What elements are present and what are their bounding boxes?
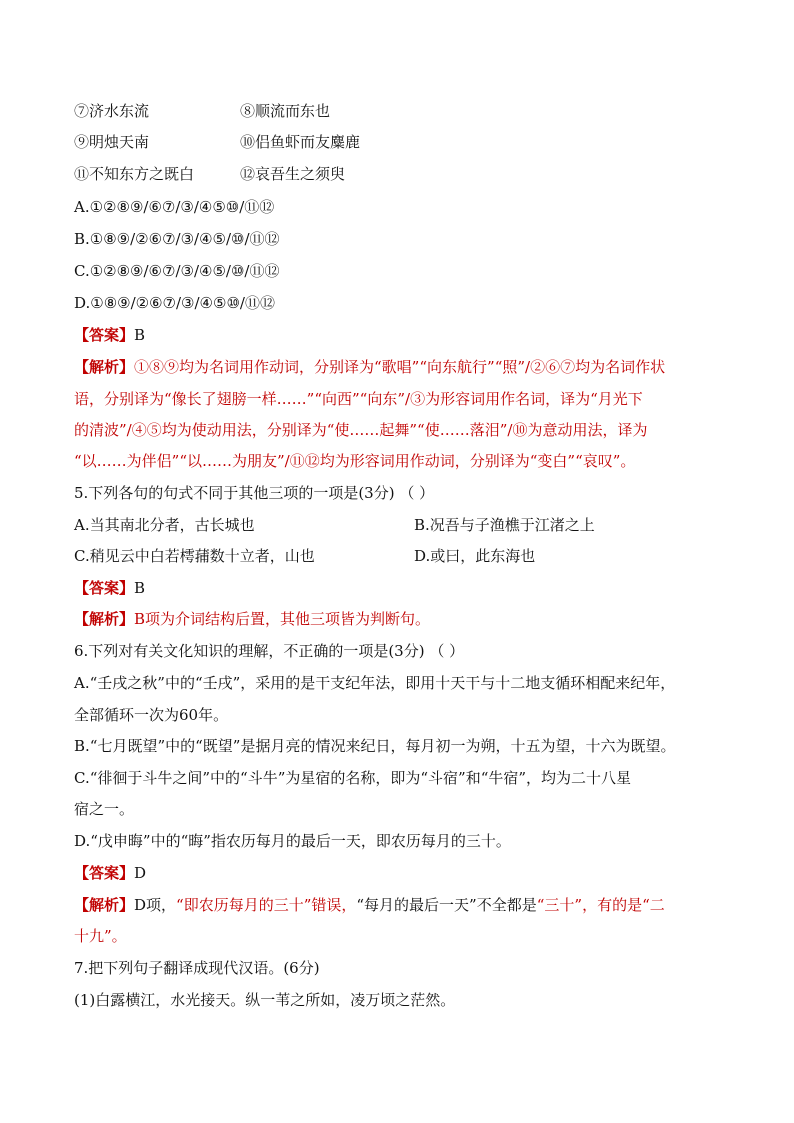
q4-answer: [74, 325, 145, 345]
q5-option-c: C.稍见云中白若樗蒱数十立者，山也: [74, 547, 315, 565]
item-9: ⑨明烛天南: [74, 133, 150, 151]
q4-option-d: D.①⑧⑨/②⑥⑦/③/④⑤⑩/⑪⑫: [74, 294, 275, 312]
q6-option-a-line-2: 全部循环一次为60年。: [74, 706, 229, 724]
q6-answer: [74, 863, 146, 883]
q6-option-c-line-2: 宿之一。: [74, 800, 135, 818]
q4-option-c: C.①②⑧⑨/⑥⑦/③/④⑤/⑩/⑪⑫: [74, 262, 280, 280]
q5-explanation: 【解析】B项为介词结构后置，其他三项皆为判断句。: [74, 610, 431, 628]
q6-explanation-line-1: 【解析】D项，“即农历每月的三十”错误，“每月的最后一天”不全都是“三十”，有的是“二: [74, 896, 665, 914]
answer-label: 【答案】: [74, 326, 135, 344]
q4-option-b: B.①⑧⑨/②⑥⑦/③/④⑤/⑩/⑪⑫: [74, 230, 280, 248]
q5-stem: 5.下列各句的句式不同于其他三项的一项是(3分) （ ）: [74, 484, 435, 502]
item-8: ⑧顺流而东也: [240, 102, 331, 120]
q4-explanation-line-4: “以……为伴侣”“以……为朋友”/⑪⑫均为形容词用作动词，分别译为“变白”“哀叹”。: [74, 452, 636, 470]
answer-value: B: [134, 326, 146, 344]
explanation-label: 【解析】: [74, 610, 135, 628]
answer-label: 【答案】: [74, 579, 135, 597]
answer-value: B: [134, 579, 146, 597]
q5-answer: [74, 578, 145, 598]
q6-option-a-line-1: A.“壬戌之秋”中的“壬戌”，采用的是干支纪年法，即用十天干与十二地支循环相配来纪年，: [74, 674, 676, 692]
answer-value: D: [134, 864, 147, 882]
item-10: ⑩侣鱼虾而友麋鹿: [240, 133, 361, 151]
q4-explanation-line-3: 的清波”/④⑤均为使动用法，分别译为“使……起舞”“使……落泪”/⑩为意动用法，译为: [74, 421, 648, 439]
item-7: ⑦济水东流: [74, 102, 150, 120]
q5-option-d: D.或曰，此东海也: [414, 547, 536, 565]
item-row-3: [74, 164, 346, 184]
q4-option-a: A.①②⑧⑨/⑥⑦/③/④⑤⑩/⑪⑫: [74, 198, 275, 216]
item-row-2: [74, 132, 361, 152]
q4-explanation-line-1: 【解析】①⑧⑨均为名词用作动词，分别译为“歌唱”“向东航行”“照”/②⑥⑦均为名词作状: [74, 358, 666, 376]
answer-label: 【答案】: [74, 864, 135, 882]
q7-stem: 7.把下列句子翻译成现代汉语。(6分): [74, 959, 320, 977]
q6-option-b: B.“七月既望”中的“既望”是据月亮的情况来纪日，每月初一为朔，十五为望，十六为既望。: [74, 737, 676, 755]
q6-stem: 6.下列对有关文化知识的理解，不正确的一项是(3分) （ ）: [74, 642, 465, 660]
item-11: ⑪不知东方之既白: [74, 165, 195, 183]
q6-option-c-line-1: C.“徘徊于斗牛之间”中的“斗牛”为星宿的名称，即为“斗宿”和“牛宿”，均为二十八星: [74, 769, 632, 787]
item-row-1: [74, 101, 331, 121]
q6-option-d: D.“戊申晦”中的“晦”指农历每月的最后一天，即农历每月的三十。: [74, 832, 511, 850]
q5-option-a: A.当其南北分者，古长城也: [74, 516, 255, 534]
explanation-label: 【解析】: [74, 896, 135, 914]
q4-explanation-line-2: 语，分别译为“像长了翅膀一样……”“向西”“向东”/③为形容词用作名词，译为“月光下: [74, 390, 643, 408]
explanation-label: 【解析】: [74, 358, 135, 376]
q7-sentence-1: (1)白露横江，水光接天。纵一苇之所如，凌万顷之茫然。: [74, 991, 456, 1009]
q5-option-b: B.况吾与子渔樵于江渚之上: [414, 516, 595, 534]
item-12: ⑫哀吾生之须臾: [240, 165, 346, 183]
q5-options-row-2: [74, 546, 536, 566]
q5-options-row-1: [74, 515, 595, 535]
q6-explanation-line-2: 十九”。: [74, 927, 127, 945]
